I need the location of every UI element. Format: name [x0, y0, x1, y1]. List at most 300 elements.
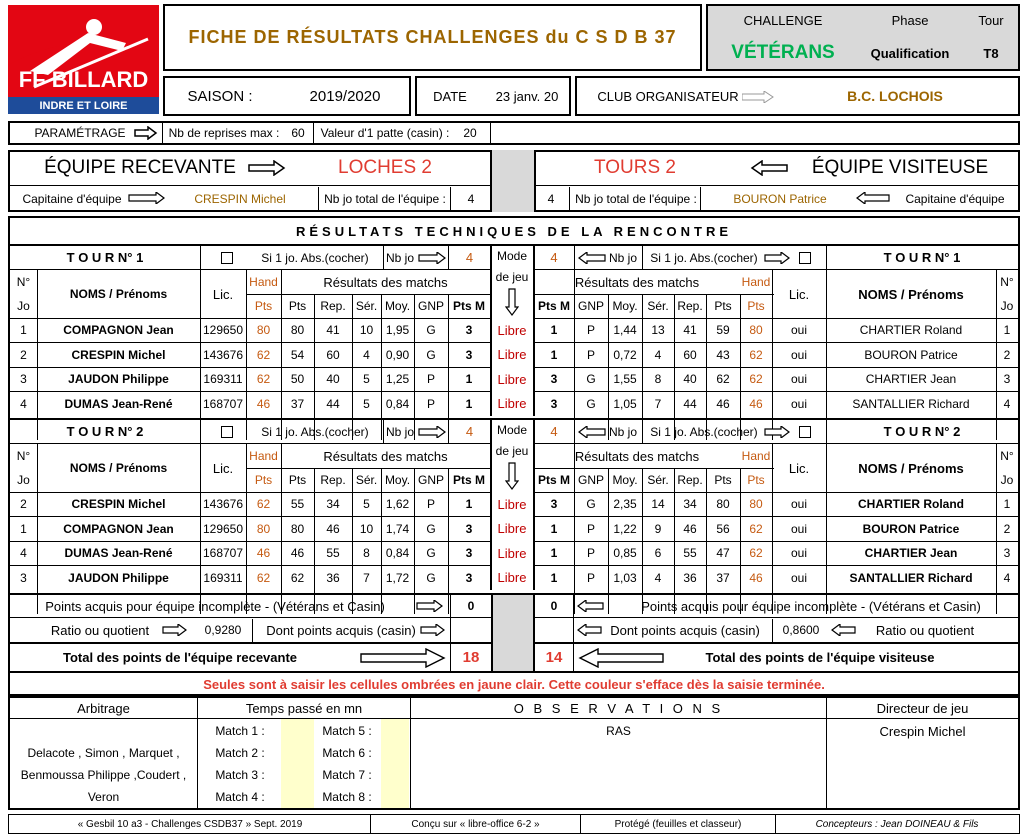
col-hand: Hand [249, 275, 278, 289]
player-gnp: P [426, 396, 435, 411]
divider [826, 246, 827, 269]
arrow-left-icon [578, 252, 606, 264]
match-1-label: Match 1 : [215, 724, 265, 738]
observations-text[interactable]: RAS [606, 724, 631, 738]
divider [10, 718, 1018, 719]
nbjo-label-away: Nb jo [608, 250, 637, 265]
absence-label: Si 1 jo. Abs.(cocher) [261, 424, 369, 439]
arbitres-line-1: Delacote , Simon , Marquet , [27, 746, 180, 760]
home-team-name: LOCHES 2 [338, 157, 432, 178]
col-gnp-away: GNP [577, 473, 604, 487]
arrow-right-icon [764, 252, 790, 264]
col-names-away: NOMS / Prénoms [858, 286, 964, 302]
opp-ser: 6 [654, 546, 662, 560]
logo-region: INDRE ET LOIRE [8, 98, 159, 114]
notice-text: Seules sont à saisir les cellules ombrées en jaune clair. Cette couleur s'efface dès la saisie terminée. [203, 676, 825, 692]
spacer [491, 420, 533, 421]
player-hand: 46 [256, 546, 271, 560]
temps-label: Temps passé en mn [245, 700, 363, 716]
divider [162, 123, 163, 143]
opp-ser: 4 [654, 347, 662, 362]
away-casin-label: Dont points acquis (casin) [610, 622, 760, 638]
col-hand-pts-away: Pts [747, 299, 765, 313]
match-4-label: Match 4 : [215, 790, 265, 804]
opp-pts: 47 [716, 546, 730, 560]
opp-lic: oui [790, 372, 807, 386]
divider [246, 294, 490, 295]
opp-no: 4 [1003, 570, 1011, 585]
opp-moy: 1,44 [613, 323, 637, 337]
divider [826, 444, 827, 614]
opp-gnp: G [586, 396, 596, 411]
away-ratio: 0,8600 [782, 623, 820, 637]
player-rep: 36 [326, 570, 340, 585]
player-ptsm: 3 [465, 570, 473, 585]
middle-gray-band [492, 595, 534, 671]
nbjo-away: 4 [550, 424, 558, 439]
player-name: COMPAGNON Jean [63, 521, 174, 536]
col-rep: Rep. [320, 473, 346, 487]
player-rep: 34 [326, 497, 340, 511]
mode-value: Libre [497, 371, 527, 387]
match-7-label: Match 7 : [322, 768, 372, 782]
player-no: 3 [20, 372, 27, 386]
opp-ptsm: 3 [550, 497, 558, 511]
opp-name: SANTALLIER Richard [852, 396, 970, 411]
mode-label-2: de jeu [495, 444, 529, 458]
nbjo-away: 4 [550, 250, 558, 265]
col-ser: Sér. [355, 299, 378, 313]
divider [569, 187, 570, 210]
opp-ptsm: 1 [550, 521, 558, 536]
spacer [491, 246, 533, 247]
divider [996, 270, 997, 440]
home-incomplete: 0 [467, 599, 475, 613]
home-total-label: Total des points de l'équipe recevante [62, 650, 298, 665]
tour-value: T8 [983, 45, 999, 61]
col-rep-away: Rep. [677, 473, 703, 487]
player-hand: 62 [256, 570, 271, 585]
player-ser: 5 [363, 497, 370, 511]
divider [37, 270, 38, 440]
player-pts: 80 [290, 323, 305, 337]
player-moy: 0,84 [385, 546, 410, 560]
player-pts: 62 [290, 570, 305, 585]
player-ptsm: 3 [465, 323, 473, 337]
divider [318, 187, 319, 210]
col-jo: Jo [17, 299, 30, 313]
opp-hand: 46 [749, 570, 763, 585]
col-gnp: GNP [417, 299, 444, 313]
date-label: DATE [433, 88, 467, 104]
footer-authors: Concepteurs : Jean DOINEAU & Fils [815, 818, 979, 830]
col-hand-away: Hand [741, 449, 771, 463]
opp-ser: 8 [654, 372, 662, 386]
nbjo-label: Nb jo [385, 424, 414, 439]
home-captain: CRESPIN Michel [194, 191, 286, 206]
arrow-right-icon [418, 426, 446, 438]
divider [826, 420, 827, 443]
opp-moy: 2,35 [613, 497, 637, 511]
opp-rep: 41 [683, 323, 697, 337]
player-no: 3 [20, 570, 27, 585]
opp-ptsm: 1 [550, 323, 558, 337]
opp-gnp: P [586, 521, 595, 536]
mode-value: Libre [497, 322, 527, 338]
opp-lic: oui [790, 546, 807, 560]
opp-ser: 9 [654, 521, 662, 536]
col-names: NOMS / Prénoms [69, 461, 168, 475]
opp-moy: 0,85 [613, 546, 637, 560]
arrow-down-icon [505, 462, 519, 490]
home-nbjo: 4 [467, 191, 475, 206]
divider [281, 270, 282, 440]
opp-ser: 7 [654, 396, 662, 411]
player-name: JAUDON Philippe [68, 570, 169, 585]
col-results: Résultats des matchs [323, 448, 448, 464]
arrow-down-icon [505, 288, 519, 316]
player-ser: 5 [363, 372, 370, 386]
player-name: CRESPIN Michel [71, 347, 166, 362]
away-captain-label: Capitaine d'équipe [905, 191, 1005, 206]
opp-gnp: P [586, 347, 595, 362]
player-no: 4 [20, 396, 27, 411]
opp-pts: 43 [716, 347, 730, 362]
col-results: Résultats des matchs [323, 274, 448, 290]
patte-value: 20 [463, 126, 477, 140]
opp-name: BOURON Patrice [864, 347, 958, 362]
directeur-label: Directeur de jeu [876, 700, 969, 716]
col-results-away: Résultats des matchs [574, 274, 700, 290]
opp-name: CHARTIER Jean [864, 546, 958, 560]
opp-pts: 37 [716, 570, 730, 585]
opp-hand: 62 [749, 521, 763, 536]
col-pts-away: Pts [714, 299, 732, 313]
divider [450, 595, 451, 671]
challenge-label: CHALLENGE [743, 12, 823, 28]
col-no: N° [16, 275, 31, 289]
col-names-away: NOMS / Prénoms [858, 460, 964, 476]
player-no: 1 [20, 323, 27, 337]
opp-pts: 80 [716, 497, 730, 511]
opp-moy: 1,05 [613, 396, 637, 411]
divider [772, 270, 773, 440]
player-no: 2 [20, 497, 27, 511]
player-lic: 169311 [203, 372, 243, 386]
player-lic: 168707 [202, 546, 244, 560]
phase-label: Phase [891, 12, 929, 28]
tour-label-away: T O U R N° 2 [883, 424, 961, 439]
col-moy-away: Moy. [612, 299, 638, 313]
divider [246, 270, 247, 440]
arrow-left-icon [856, 192, 890, 204]
player-no: 2 [20, 347, 27, 362]
player-lic: 168707 [202, 396, 244, 411]
player-hand: 62 [256, 372, 271, 386]
opp-rep: 46 [683, 521, 697, 536]
opp-moy: 1,55 [613, 372, 637, 386]
player-moy: 1,74 [385, 521, 410, 536]
col-no-away: N° [1000, 449, 1014, 463]
mode-label: Mode [496, 249, 528, 263]
col-ser: Sér. [355, 473, 378, 487]
opp-hand: 80 [749, 323, 763, 337]
phase-value: Qualification [870, 45, 950, 61]
ffb-logo [8, 5, 159, 114]
opp-ptsm: 3 [550, 372, 558, 386]
match-time-input[interactable] [281, 719, 314, 808]
player-gnp: G [426, 546, 436, 560]
player-gnp: G [426, 521, 436, 536]
patte-label: Valeur d'1 patte (casin) : [320, 126, 450, 140]
club-value: B.C. LOCHOIS [847, 88, 943, 104]
divider [996, 444, 997, 614]
absence-label: Si 1 jo. Abs.(cocher) [261, 250, 369, 265]
divider [281, 444, 282, 614]
absence-checkbox[interactable] [221, 252, 233, 264]
divider [534, 468, 774, 469]
divider [200, 246, 201, 269]
arbitrage-label: Arbitrage [77, 700, 130, 716]
mode-value: Libre [497, 496, 527, 512]
col-gnp: GNP [417, 473, 444, 487]
absence-checkbox[interactable] [221, 426, 233, 438]
player-moy: 1,95 [385, 323, 410, 337]
col-moy-away: Moy. [612, 473, 638, 487]
mode-label: Mode [496, 423, 528, 437]
arbitres-line-3: Veron [87, 790, 120, 804]
col-ser-away: Sér. [647, 473, 669, 487]
col-hand: Hand [249, 449, 278, 463]
arrow-right-icon [764, 426, 790, 438]
divider [490, 123, 491, 143]
opp-rep: 36 [683, 570, 697, 585]
divider [313, 123, 314, 143]
col-jo: Jo [17, 473, 30, 487]
arrow-left-icon [830, 624, 856, 636]
absence-label-away: Si 1 jo. Abs.(cocher) [650, 424, 758, 439]
col-no: N° [16, 449, 31, 463]
opp-rep: 55 [683, 546, 697, 560]
arrow-right-icon [134, 126, 158, 140]
player-name: JAUDON Philippe [68, 372, 169, 386]
mode-value: Libre [497, 396, 527, 411]
col-names: NOMS / Prénoms [69, 287, 168, 301]
player-ptsm: 1 [465, 396, 473, 411]
player-lic: 129650 [202, 521, 244, 536]
col-rep-away: Rep. [677, 299, 703, 313]
player-no: 4 [20, 546, 27, 560]
divider [252, 619, 253, 642]
opp-lic: oui [790, 347, 807, 362]
footer-version: « Gesbil 10 a3 - Challenges CSDB37 » Sept. 2019 [77, 818, 303, 830]
arrow-right-icon [128, 192, 166, 204]
opp-ptsm: 1 [550, 546, 558, 560]
player-ser: 7 [363, 570, 370, 585]
col-lic-away: Lic. [788, 286, 810, 302]
home-casin-label: Dont points acquis (casin) [266, 622, 416, 638]
player-ser: 8 [363, 546, 370, 560]
opp-hand: 62 [749, 372, 763, 386]
divider [10, 185, 490, 186]
home-ratio-label: Ratio ou quotient [50, 622, 150, 638]
opp-lic: oui [790, 497, 807, 511]
col-rep: Rep. [320, 299, 346, 313]
arrow-left-icon [750, 160, 788, 176]
opp-no: 2 [1003, 347, 1011, 362]
absence-checkbox[interactable] [799, 426, 811, 438]
col-ptsm-away: Pts M [537, 299, 570, 313]
match-5-label: Match 5 : [322, 724, 372, 738]
match-8-label: Match 8 : [322, 790, 372, 804]
logo-brand: FF BILLARD [18, 67, 149, 92]
mode-value: Libre [497, 570, 527, 585]
observations-label: O B S E R V A T I O N S [513, 700, 724, 716]
away-team-name: TOURS 2 [593, 157, 676, 178]
player-no: 1 [20, 521, 27, 536]
player-ptsm: 1 [465, 497, 473, 511]
opp-ser: 4 [654, 570, 662, 585]
opp-pts: 62 [716, 372, 730, 386]
nbjo-home: 4 [465, 250, 474, 265]
opp-rep: 60 [683, 347, 697, 362]
opp-gnp: G [586, 372, 596, 386]
player-ser: 5 [363, 396, 370, 411]
date-value: 23 janv. 20 [495, 88, 559, 104]
col-ptsm: Pts M [452, 473, 485, 487]
opp-pts: 59 [716, 323, 730, 337]
arrow-right-icon [416, 600, 444, 612]
col-hand-away: Hand [741, 275, 771, 289]
col-moy: Moy. [384, 299, 411, 313]
divider [536, 185, 1018, 186]
player-rep: 46 [326, 521, 340, 536]
divider [642, 420, 643, 443]
away-nbjo-label: Nb jo total de l'équipe : [575, 191, 697, 206]
player-name: DUMAS Jean-René [64, 396, 173, 411]
player-ptsm: 1 [465, 372, 473, 386]
col-gnp-away: GNP [577, 299, 604, 313]
player-name: COMPAGNON Jean [63, 323, 174, 337]
mode-label-2: de jeu [495, 270, 529, 284]
away-total-label: Total des points de l'équipe visiteuse [705, 650, 935, 665]
divider [772, 444, 773, 614]
col-ptsm: Pts M [452, 299, 485, 313]
away-ratio-label: Ratio ou quotient [875, 622, 975, 638]
col-hand-pts: Pts [254, 473, 273, 487]
match-6-label: Match 6 : [322, 746, 372, 760]
opp-lic: oui [790, 323, 807, 337]
player-rep: 55 [326, 546, 340, 560]
divider [450, 187, 451, 210]
player-gnp: P [426, 372, 435, 386]
divider [200, 420, 201, 443]
player-ser: 4 [363, 347, 370, 362]
directeur-name[interactable]: Crespin Michel [879, 723, 966, 739]
player-rep: 40 [326, 372, 340, 386]
opp-lic: oui [790, 521, 807, 536]
nbjo-label: Nb jo [385, 250, 414, 265]
player-hand: 62 [256, 497, 271, 511]
col-jo-away: Jo [1000, 473, 1014, 487]
nbjo-home: 4 [465, 424, 474, 439]
col-pts: Pts [288, 473, 307, 487]
opp-hand: 46 [749, 396, 763, 411]
away-captain: BOURON Patrice [733, 191, 827, 206]
player-lic: 143676 [202, 497, 244, 511]
col-jo-away: Jo [1000, 299, 1014, 313]
challenge-value: VÉTÉRANS [731, 42, 835, 63]
away-total: 14 [545, 649, 563, 666]
player-moy: 0,84 [385, 396, 410, 411]
tour-label-home: T O U R N° 2 [66, 424, 144, 439]
mode-value: Libre [497, 347, 527, 362]
opp-ptsm: 3 [550, 396, 558, 411]
divider [574, 270, 575, 440]
divider [772, 619, 773, 642]
opp-hand: 80 [749, 497, 763, 511]
tour-label-away: T O U R N° 1 [883, 250, 961, 265]
opp-hand: 62 [749, 546, 763, 560]
divider [573, 595, 574, 671]
divider [574, 444, 575, 614]
opp-ser: 13 [651, 323, 665, 337]
player-hand: 62 [256, 347, 271, 362]
arrow-left-icon [578, 648, 664, 668]
player-name: DUMAS Jean-René [64, 546, 173, 560]
player-pts: 55 [290, 497, 305, 511]
opp-rep: 44 [683, 396, 697, 411]
opp-rep: 40 [683, 372, 697, 386]
col-no-away: N° [1000, 275, 1014, 289]
opp-no: 3 [1003, 372, 1011, 386]
reprises-value: 60 [291, 126, 305, 140]
col-hand-pts: Pts [254, 299, 273, 313]
opp-moy: 1,03 [613, 570, 637, 585]
divider [490, 420, 492, 590]
footer-software: Conçu sur « libre-office 6-2 » [411, 818, 540, 830]
tour-label: Tour [978, 12, 1004, 28]
arrow-right-icon [742, 91, 774, 103]
reprises-label: Nb de reprises max : [168, 126, 280, 140]
opp-name: CHARTIER Roland [858, 497, 964, 511]
player-pts: 50 [290, 372, 305, 386]
player-hand: 46 [256, 396, 271, 411]
opp-pts: 46 [716, 396, 730, 411]
match-time-input[interactable] [381, 719, 409, 808]
player-rep: 60 [326, 347, 340, 362]
player-ser: 10 [359, 323, 374, 337]
opp-name: CHARTIER Jean [865, 372, 957, 386]
arrow-right-icon [162, 624, 188, 636]
saison-label: SAISON : [187, 87, 253, 105]
absence-checkbox[interactable] [799, 252, 811, 264]
arrow-right-icon [418, 252, 446, 264]
col-lic: Lic. [212, 460, 234, 476]
opp-no: 3 [1003, 546, 1011, 560]
player-lic: 143676 [202, 347, 244, 362]
player-moy: 1,25 [385, 372, 410, 386]
col-pts-away: Pts [714, 473, 732, 487]
divider [826, 270, 827, 440]
opp-pts: 56 [716, 521, 730, 536]
opp-gnp: P [586, 570, 595, 585]
opp-no: 1 [1003, 323, 1011, 337]
divider [200, 444, 201, 614]
player-gnp: P [426, 497, 435, 511]
player-pts: 37 [290, 396, 305, 411]
saison-value: 2019/2020 [309, 87, 381, 105]
